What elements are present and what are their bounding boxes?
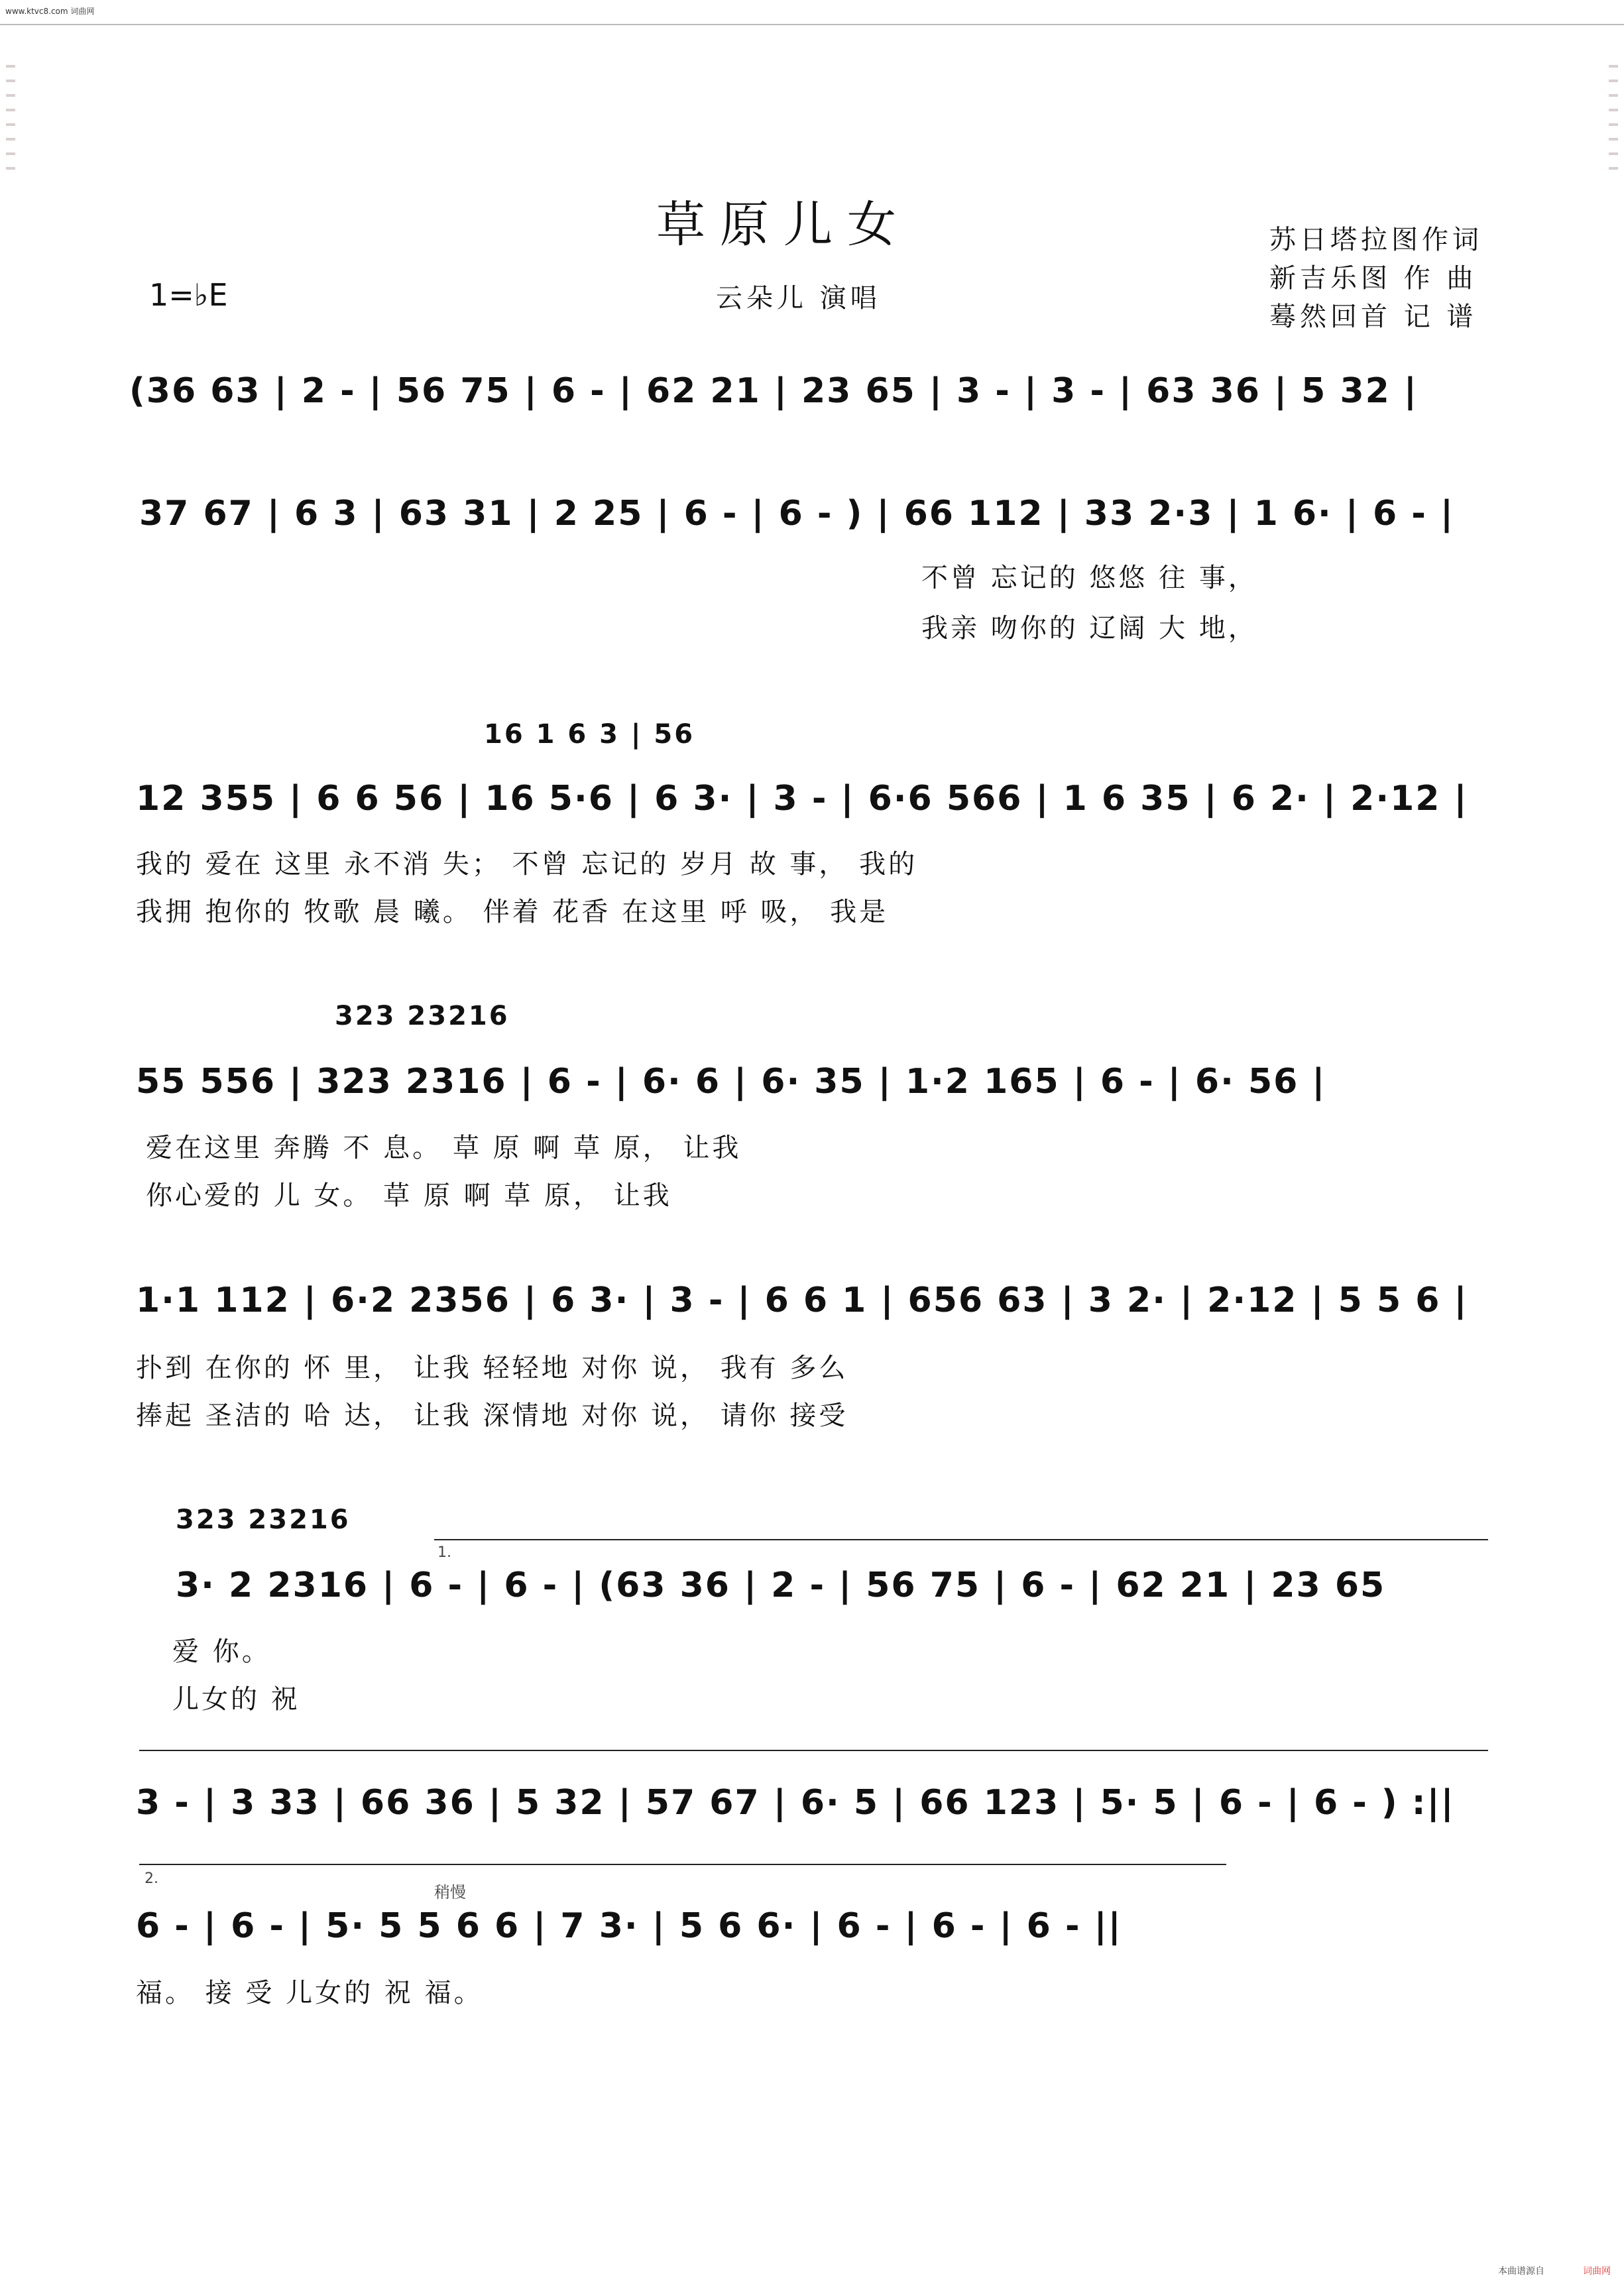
- footer-logo[interactable]: 词曲网: [1583, 2266, 1611, 2277]
- tempo-marking: 稍慢: [434, 1883, 466, 1902]
- key-signature: 1=♭E: [149, 277, 228, 313]
- ornament-notes-4: 323 23216: [335, 1001, 510, 1031]
- staff-line-2: 37 67 | 6 3 | 63 31 | 2 25 | 6 - | 6 - ) | 66 112 | 33 2·3 | 1 6· | 6 - |: [139, 494, 1454, 534]
- ornament-notes-3: 16 1 6 3 | 56: [484, 719, 695, 750]
- lyric-line-6b: 儿女的 祝: [172, 1684, 300, 1715]
- volta-1-bracket: [434, 1539, 1488, 1540]
- ornament-notes-6: 323 23216: [176, 1505, 351, 1535]
- staff-line-1: (36 63 | 2 - | 56 75 | 6 - | 62 21 | 23 65 | 3 - | 3 - | 63 36 | 5 32 |: [129, 371, 1418, 411]
- lyric-line-3a: 我的 爱在 这里 永不消 失； 不曾 忘记的 岁月 故 事， 我的: [136, 849, 918, 880]
- singer-credit: 云朵儿 演唱: [716, 283, 881, 314]
- volta-continuation-bracket: [139, 1750, 1488, 1751]
- song-title: 草原儿女: [656, 196, 911, 253]
- staff-line-6: 3· 2 2316 | 6 - | 6 - | (63 36 | 2 - | 56 75 | 6 - | 62 21 | 23 65: [176, 1566, 1386, 1605]
- staff-line-5: 1·1 112 | 6·2 2356 | 6 3· | 3 - | 6 6 1 | 656 63 | 3 2· | 2·12 | 5 5 6 |: [136, 1281, 1468, 1320]
- footer-source-text: 本曲谱源自: [1498, 2266, 1544, 2277]
- lyric-line-4b: 你心爱的 儿 女。 草 原 啊 草 原， 让我: [146, 1180, 672, 1211]
- lyric-line-6a: 爱 你。: [172, 1636, 271, 1667]
- transcriber-credit: 蓦然回首 记 谱: [1269, 302, 1478, 332]
- lyric-line-4a: 爱在这里 奔腾 不 息。 草 原 啊 草 原， 让我: [146, 1133, 742, 1163]
- right-margin-watermark: [1607, 53, 1620, 2231]
- lyric-line-5a: 扑到 在你的 怀 里， 让我 轻轻地 对你 说， 我有 多么: [136, 1353, 848, 1383]
- lyric-line-5b: 捧起 圣洁的 哈 达， 让我 深情地 对你 说， 请你 接受: [136, 1400, 848, 1431]
- header-rule: [0, 24, 1624, 25]
- composer-credit: 新吉乐图 作 曲: [1269, 263, 1478, 294]
- staff-line-7: 3 - | 3 33 | 66 36 | 5 32 | 57 67 | 6· 5 | 66 123 | 5· 5 | 6 - | 6 - ) :||: [136, 1783, 1455, 1823]
- lyric-line-2a: 不曾 忘记的 悠悠 往 事，: [921, 563, 1257, 593]
- lyric-line-3b: 我拥 抱你的 牧歌 晨 曦。 伴着 花香 在这里 呼 吸， 我是: [136, 897, 889, 927]
- staff-line-3: 12 355 | 6 6 56 | 16 5·6 | 6 3· | 3 - | 6·6 566 | 1 6 35 | 6 2· | 2·12 |: [136, 779, 1468, 819]
- lyricist-credit: 苏日塔拉图作词: [1269, 225, 1483, 255]
- volta-2-label: 2.: [145, 1870, 158, 1887]
- volta-2-bracket: [139, 1864, 1226, 1865]
- lyric-line-2b: 我亲 吻你的 辽阔 大 地，: [921, 613, 1257, 644]
- left-margin-watermark: [4, 53, 17, 2231]
- staff-line-4: 55 556 | 323 2316 | 6 - | 6· 6 | 6· 35 | 1·2 165 | 6 - | 6· 56 |: [136, 1062, 1326, 1102]
- lyric-line-8: 福。 接 受 儿女的 祝 福。: [136, 1978, 483, 2008]
- volta-1-label: 1.: [437, 1544, 451, 1561]
- header-url[interactable]: www.ktvc8.com 词曲网: [5, 7, 95, 16]
- staff-line-8: 6 - | 6 - | 5· 5 5 6 6 | 7 3· | 5 6 6· | 6 - | 6 - | 6 - ||: [136, 1906, 1122, 1946]
